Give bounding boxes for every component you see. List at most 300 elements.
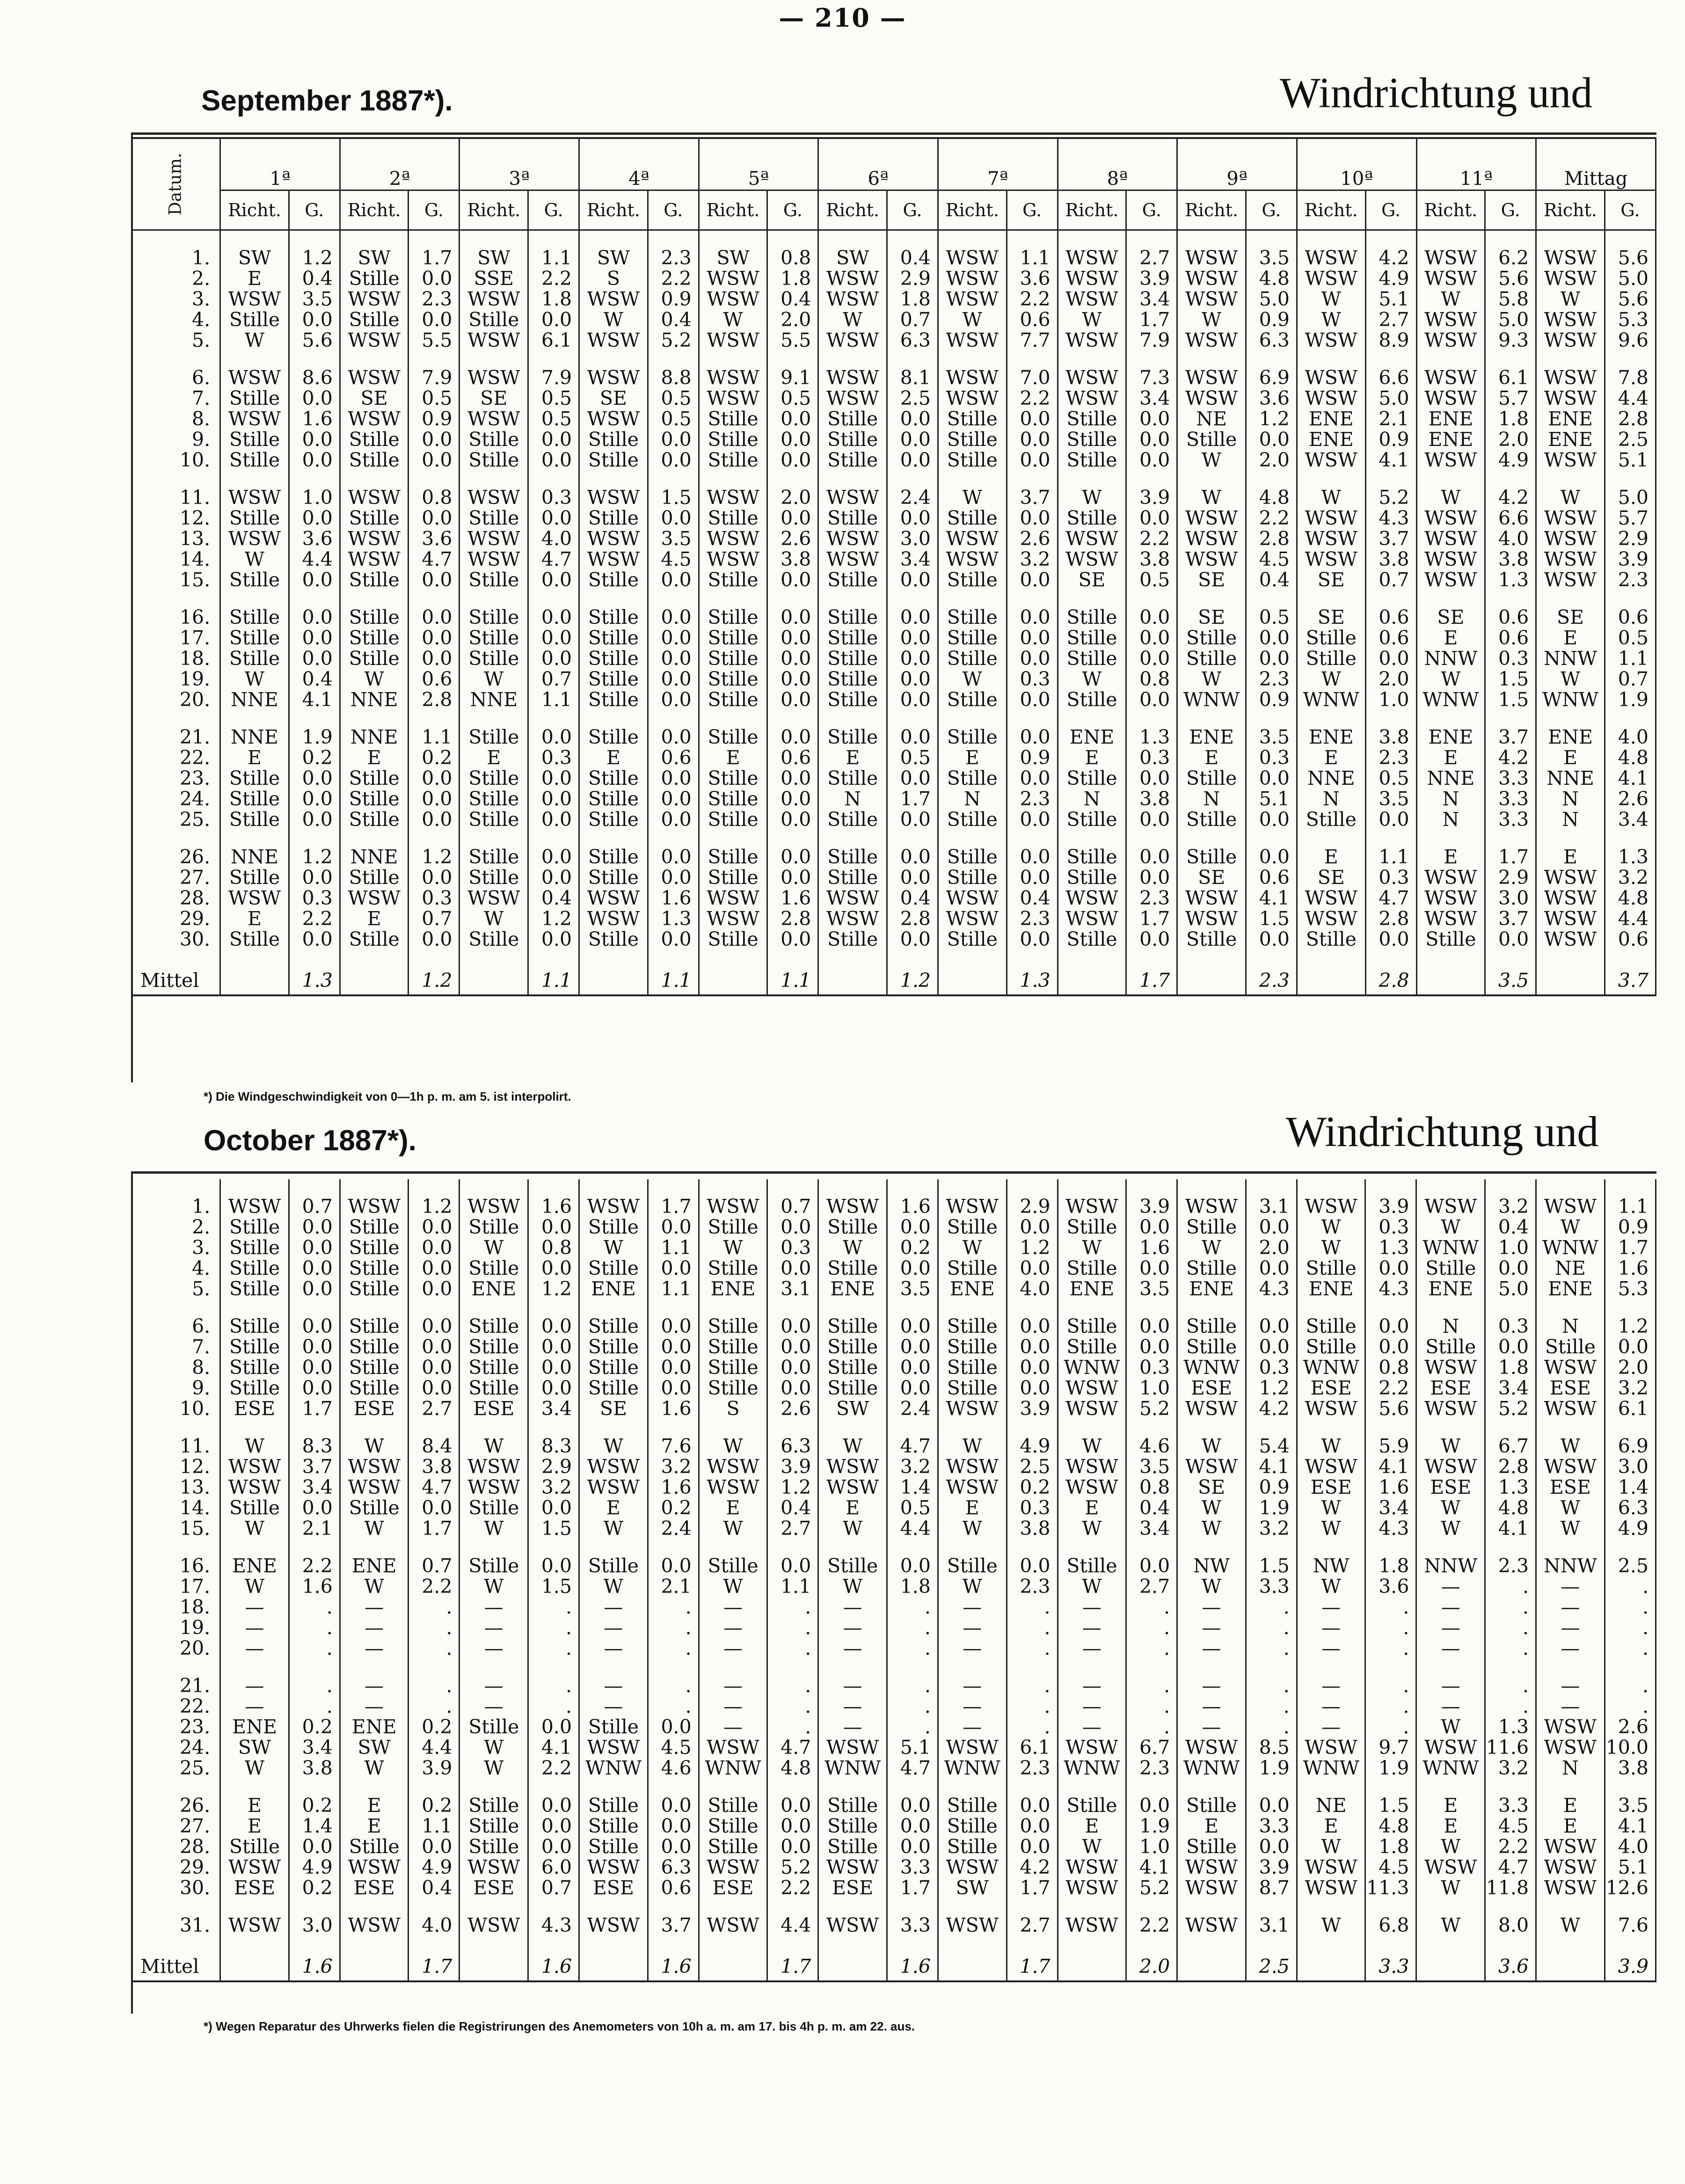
speed-cell: 6.1 <box>1605 1398 1656 1419</box>
speed-cell: 1.1 <box>648 1237 699 1258</box>
speed-cell: 8.0 <box>1485 1915 1536 1936</box>
speed-cell: . <box>1365 1617 1416 1638</box>
direction-cell: Stille <box>938 929 1007 950</box>
speed-cell: 2.6 <box>1605 789 1656 809</box>
table-row <box>131 669 1656 689</box>
direction-cell: SE <box>1536 607 1605 628</box>
speed-cell: 0.0 <box>887 607 938 628</box>
speed-cell: 0.0 <box>408 268 460 289</box>
direction-cell: Stille <box>699 1357 767 1378</box>
direction-cell: Stille <box>220 1237 289 1258</box>
table-row <box>131 727 1656 747</box>
speed-cell: 2.3 <box>1007 908 1058 929</box>
direction-cell: W <box>1416 1518 1485 1539</box>
direction-cell: W <box>938 309 1007 330</box>
direction-cell: Stille <box>340 570 408 590</box>
direction-cell: SE <box>1416 607 1485 628</box>
speed-cell: 1.1 <box>1007 248 1058 268</box>
direction-cell: W <box>1297 1576 1365 1597</box>
speed-cell: 6.1 <box>1485 367 1536 388</box>
direction-cell: Stille <box>818 867 887 888</box>
speed-cell: 0.0 <box>1007 1378 1058 1398</box>
date-cell: 15. <box>131 570 220 590</box>
speed-cell: 0.0 <box>528 1556 579 1576</box>
direction-cell: Stille <box>579 1217 648 1237</box>
speed-cell: 1.0 <box>1365 689 1416 710</box>
direction-cell: Stille <box>699 450 767 470</box>
speed-cell: 3.4 <box>1126 388 1177 409</box>
speed-cell: 0.0 <box>1007 570 1058 590</box>
date-cell: 23. <box>131 1717 220 1737</box>
direction-cell: WSW <box>1058 388 1126 409</box>
direction-cell: WSW <box>1536 528 1605 549</box>
direction-cell: W <box>579 1436 648 1456</box>
direction-cell: ESE <box>1416 1378 1485 1398</box>
mittel-value: 1.6 <box>528 1952 579 1981</box>
direction-cell: W <box>460 908 528 929</box>
direction-cell: Stille <box>818 847 887 867</box>
speed-cell: 1.5 <box>528 1576 579 1597</box>
richt-header: Richt. <box>1297 190 1365 230</box>
speed-cell: 5.2 <box>767 1857 818 1877</box>
direction-cell: N <box>1536 1316 1605 1337</box>
speed-cell: 1.6 <box>648 888 699 908</box>
direction-cell: Stille <box>460 1556 528 1576</box>
mittel-value: 1.6 <box>648 1952 699 1981</box>
hour-header: Mittag <box>1536 138 1656 190</box>
direction-cell: WSW <box>460 330 528 351</box>
direction-cell: N <box>1416 809 1485 830</box>
speed-cell: 4.2 <box>1485 487 1536 508</box>
speed-cell: . <box>1246 1597 1297 1617</box>
speed-cell: 4.4 <box>1605 388 1656 409</box>
direction-cell: Stille <box>220 1497 289 1518</box>
speed-cell: 4.5 <box>648 1737 699 1758</box>
direction-cell: ENE <box>340 1717 408 1737</box>
direction-cell: — <box>1416 1696 1485 1717</box>
speed-cell: 4.7 <box>887 1436 938 1456</box>
speed-cell: 4.1 <box>1365 450 1416 470</box>
direction-cell: Stille <box>579 1316 648 1337</box>
mittel-value: 1.2 <box>887 966 938 995</box>
direction-cell: — <box>1177 1675 1246 1696</box>
direction-cell: ENE <box>818 1278 887 1299</box>
speed-cell: 7.0 <box>1007 367 1058 388</box>
speed-cell: 4.3 <box>1365 508 1416 528</box>
direction-cell: S <box>699 1398 767 1419</box>
speed-cell: 1.7 <box>1007 1877 1058 1898</box>
direction-cell: WSW <box>1058 330 1126 351</box>
direction-cell: WSW <box>818 549 887 570</box>
direction-cell: WSW <box>340 888 408 908</box>
speed-cell: 1.2 <box>1605 1316 1656 1337</box>
direction-cell: WSW <box>1536 1857 1605 1877</box>
speed-cell: 0.0 <box>1126 1795 1177 1816</box>
date-cell: 2. <box>131 268 220 289</box>
direction-cell: — <box>938 1597 1007 1617</box>
direction-cell: WSW <box>1177 1398 1246 1419</box>
speed-cell: 0.3 <box>289 888 340 908</box>
table-row <box>131 1217 1656 1237</box>
mittel-label: Mittel <box>131 1952 220 1981</box>
direction-cell: Stille <box>818 768 887 789</box>
direction-cell: E <box>220 268 289 289</box>
table-row <box>131 1638 1656 1658</box>
direction-cell: WSW <box>1536 1877 1605 1898</box>
direction-cell: Stille <box>579 648 648 669</box>
speed-cell: 0.0 <box>408 1316 460 1337</box>
direction-cell: Stille <box>1058 809 1126 830</box>
speed-cell: 4.7 <box>408 549 460 570</box>
direction-cell: WSW <box>460 409 528 429</box>
speed-cell: 0.0 <box>767 669 818 689</box>
speed-cell: . <box>1485 1617 1536 1638</box>
direction-cell: WSW <box>1536 1196 1605 1217</box>
speed-cell: 0.0 <box>1007 1836 1058 1857</box>
speed-cell: 3.4 <box>887 549 938 570</box>
direction-cell: Stille <box>460 1337 528 1357</box>
speed-cell: 0.0 <box>1007 847 1058 867</box>
direction-cell: ENE <box>1536 1278 1605 1299</box>
direction-cell: Stille <box>579 508 648 528</box>
direction-cell: Stille <box>938 1556 1007 1576</box>
direction-cell: WSW <box>938 367 1007 388</box>
table-row <box>131 1857 1656 1877</box>
direction-cell: Stille <box>818 1217 887 1237</box>
richt-header: Richt. <box>1058 190 1126 230</box>
direction-cell: W <box>1297 1217 1365 1237</box>
direction-cell: Stille <box>818 809 887 830</box>
direction-cell: Stille <box>460 570 528 590</box>
direction-cell: Stille <box>579 570 648 590</box>
direction-cell: Stille <box>579 1357 648 1378</box>
date-cell: 29. <box>131 908 220 929</box>
table-row <box>131 1877 1656 1898</box>
direction-cell: Stille <box>340 867 408 888</box>
speed-cell: 0.0 <box>767 1316 818 1337</box>
speed-cell: 1.2 <box>1007 1237 1058 1258</box>
speed-cell: 0.4 <box>887 888 938 908</box>
direction-cell: Stille <box>1177 809 1246 830</box>
direction-cell: Stille <box>699 1378 767 1398</box>
direction-cell: NNW <box>1416 648 1485 669</box>
direction-cell: Stille <box>460 607 528 628</box>
direction-cell: W <box>340 1436 408 1456</box>
speed-cell: 1.7 <box>887 789 938 809</box>
date-cell: 9. <box>131 1378 220 1398</box>
direction-cell: E <box>699 1497 767 1518</box>
speed-cell: 0.6 <box>1246 867 1297 888</box>
direction-cell: W <box>579 1237 648 1258</box>
direction-cell: WSW <box>340 367 408 388</box>
hour-header: 10ª <box>1297 138 1416 190</box>
speed-cell: 4.0 <box>528 528 579 549</box>
date-cell: 24. <box>131 789 220 809</box>
date-cell: 16. <box>131 1556 220 1576</box>
table-row <box>131 1556 1656 1576</box>
table-row <box>131 1456 1656 1477</box>
speed-cell: 1.1 <box>408 1816 460 1836</box>
direction-cell: WNW <box>1297 689 1365 710</box>
direction-cell: WSW <box>938 1477 1007 1497</box>
direction-cell: Stille <box>220 768 289 789</box>
date-cell: 4. <box>131 309 220 330</box>
speed-cell: 3.7 <box>289 1456 340 1477</box>
direction-cell: E <box>1177 1816 1246 1836</box>
table-row <box>131 1737 1656 1758</box>
speed-cell: 1.6 <box>528 1196 579 1217</box>
speed-cell: 8.3 <box>528 1436 579 1456</box>
speed-cell: 1.8 <box>1485 409 1536 429</box>
direction-cell: — <box>1297 1638 1365 1658</box>
direction-cell: W <box>1536 487 1605 508</box>
speed-cell: 0.0 <box>528 867 579 888</box>
speed-cell: 1.9 <box>289 727 340 747</box>
speed-cell: 1.6 <box>289 1576 340 1597</box>
direction-cell: Stille <box>1416 929 1485 950</box>
speed-cell: 0.0 <box>648 1337 699 1357</box>
direction-cell: ESE <box>1416 1477 1485 1497</box>
speed-cell: 2.6 <box>1605 1717 1656 1737</box>
speed-cell: 6.7 <box>1485 1436 1536 1456</box>
speed-cell: 4.8 <box>1605 888 1656 908</box>
table-row <box>131 929 1656 950</box>
speed-cell: 4.1 <box>1485 1518 1536 1539</box>
speed-cell: 0.0 <box>1246 1316 1297 1337</box>
direction-cell: Stille <box>220 789 289 809</box>
direction-cell: Stille <box>340 607 408 628</box>
direction-cell: NNW <box>1536 648 1605 669</box>
speed-cell: 4.7 <box>528 549 579 570</box>
speed-cell: 1.0 <box>1485 1237 1536 1258</box>
speed-cell: 0.0 <box>408 1497 460 1518</box>
direction-cell: Stille <box>579 1795 648 1816</box>
direction-cell: — <box>220 1696 289 1717</box>
september-left-border <box>131 132 133 1082</box>
speed-cell: . <box>1485 1638 1536 1658</box>
speed-cell: 4.7 <box>1365 888 1416 908</box>
direction-cell: — <box>818 1638 887 1658</box>
mittel-value: 1.7 <box>767 1952 818 1981</box>
direction-cell: Stille <box>579 929 648 950</box>
direction-cell: — <box>938 1617 1007 1638</box>
direction-cell: Stille <box>220 1378 289 1398</box>
table-row <box>131 330 1656 351</box>
speed-cell: 2.2 <box>289 908 340 929</box>
direction-cell: WSW <box>1177 508 1246 528</box>
direction-cell: Stille <box>340 628 408 648</box>
direction-cell: E <box>1536 747 1605 768</box>
speed-cell: 1.5 <box>1246 908 1297 929</box>
direction-cell: ESE <box>340 1398 408 1419</box>
table-row <box>131 1696 1656 1717</box>
speed-cell: 5.0 <box>1605 268 1656 289</box>
speed-cell: 2.4 <box>887 487 938 508</box>
direction-cell: ENE <box>1536 429 1605 450</box>
speed-cell: 0.0 <box>648 1316 699 1337</box>
direction-cell: WSW <box>699 487 767 508</box>
direction-cell: W <box>1536 1518 1605 1539</box>
speed-cell: 3.2 <box>887 1456 938 1477</box>
table-row <box>131 1258 1656 1278</box>
speed-cell: 5.2 <box>1126 1877 1177 1898</box>
mittel-value: 1.7 <box>1126 966 1177 995</box>
direction-cell: SW <box>340 248 408 268</box>
speed-cell: 0.4 <box>1126 1497 1177 1518</box>
group-gap <box>131 470 1656 487</box>
direction-cell: — <box>1058 1696 1126 1717</box>
speed-cell: 7.9 <box>528 367 579 388</box>
direction-cell: WNW <box>1058 1357 1126 1378</box>
table-row <box>131 487 1656 508</box>
direction-cell: WNW <box>1536 689 1605 710</box>
direction-cell: NNE <box>1297 768 1365 789</box>
speed-cell: 1.5 <box>648 487 699 508</box>
speed-cell: 6.2 <box>1485 248 1536 268</box>
speed-cell: 4.1 <box>528 1737 579 1758</box>
speed-cell: 1.6 <box>1126 1237 1177 1258</box>
direction-cell: NNE <box>340 727 408 747</box>
direction-cell: Stille <box>818 450 887 470</box>
direction-cell: Stille <box>220 1278 289 1299</box>
direction-cell: WSW <box>220 289 289 309</box>
direction-cell: Stille <box>699 570 767 590</box>
date-cell: 21. <box>131 727 220 747</box>
direction-cell: WNW <box>579 1758 648 1778</box>
speed-cell: 0.0 <box>767 429 818 450</box>
speed-cell: 0.0 <box>1246 648 1297 669</box>
table-row <box>131 847 1656 867</box>
speed-cell: . <box>1365 1597 1416 1617</box>
direction-cell: Stille <box>579 1816 648 1836</box>
speed-cell: 0.0 <box>887 1258 938 1278</box>
date-cell: 28. <box>131 1836 220 1857</box>
speed-cell: 0.0 <box>1007 409 1058 429</box>
direction-cell: Stille <box>460 867 528 888</box>
direction-cell: — <box>1297 1597 1365 1617</box>
speed-cell: 0.0 <box>648 669 699 689</box>
direction-cell: W <box>1177 309 1246 330</box>
speed-cell: 0.3 <box>1007 669 1058 689</box>
speed-cell: 2.3 <box>1246 669 1297 689</box>
direction-cell: Stille <box>340 1378 408 1398</box>
speed-cell: 0.0 <box>887 1556 938 1576</box>
direction-cell: Stille <box>1177 648 1246 669</box>
speed-cell: 3.6 <box>408 528 460 549</box>
direction-cell: Stille <box>938 1816 1007 1836</box>
speed-cell: 2.7 <box>408 1398 460 1419</box>
speed-cell: 3.0 <box>887 528 938 549</box>
speed-cell: 0.0 <box>289 628 340 648</box>
direction-cell: Stille <box>220 628 289 648</box>
speed-cell: 1.3 <box>648 908 699 929</box>
direction-cell: Stille <box>460 1316 528 1337</box>
direction-cell: WSW <box>938 388 1007 409</box>
table-row <box>131 1795 1656 1816</box>
direction-cell: E <box>938 747 1007 768</box>
speed-cell: 2.4 <box>648 1518 699 1539</box>
speed-cell: 0.0 <box>528 789 579 809</box>
direction-cell: ENE <box>460 1278 528 1299</box>
date-cell: 7. <box>131 388 220 409</box>
direction-cell: ENE <box>1416 727 1485 747</box>
speed-cell: 0.4 <box>408 1877 460 1898</box>
direction-cell: ENE <box>1058 727 1126 747</box>
direction-cell: Stille <box>1058 689 1126 710</box>
speed-cell: 0.0 <box>1246 429 1297 450</box>
direction-cell: ESE <box>818 1877 887 1898</box>
direction-cell: Stille <box>460 1217 528 1237</box>
speed-cell: 0.0 <box>289 570 340 590</box>
speed-cell: 0.3 <box>1365 1217 1416 1237</box>
september-footnote: *) Die Windgeschwindigkeit von 0—1h p. m. am 5. ist interpolirt. <box>204 1089 571 1103</box>
speed-cell: 5.1 <box>887 1737 938 1758</box>
speed-cell: 3.8 <box>289 1758 340 1778</box>
direction-cell: WSW <box>579 330 648 351</box>
direction-cell: WSW <box>818 1915 887 1936</box>
speed-cell: 0.0 <box>1007 1337 1058 1357</box>
speed-cell: 2.0 <box>1246 1237 1297 1258</box>
speed-cell: 3.9 <box>767 1456 818 1477</box>
direction-cell: W <box>1058 1576 1126 1597</box>
direction-cell: Stille <box>699 1556 767 1576</box>
richt-header: Richt. <box>460 190 528 230</box>
direction-cell: Stille <box>220 867 289 888</box>
direction-cell: W <box>340 1758 408 1778</box>
speed-cell: 0.0 <box>1126 1337 1177 1357</box>
speed-cell: 2.7 <box>1126 248 1177 268</box>
date-cell: 25. <box>131 809 220 830</box>
group-gap <box>131 710 1656 727</box>
date-cell: 10. <box>131 450 220 470</box>
direction-cell: Stille <box>818 607 887 628</box>
speed-cell: 0.3 <box>408 888 460 908</box>
speed-cell: 3.3 <box>887 1857 938 1877</box>
speed-cell: 0.0 <box>1007 628 1058 648</box>
direction-cell: Stille <box>220 1337 289 1357</box>
speed-cell: 1.7 <box>408 1518 460 1539</box>
direction-cell: W <box>1177 450 1246 470</box>
direction-cell: NW <box>1297 1556 1365 1576</box>
group-gap <box>131 230 1656 248</box>
speed-cell: 0.5 <box>1605 628 1656 648</box>
speed-cell: 0.0 <box>767 768 818 789</box>
direction-cell: WSW <box>1536 268 1605 289</box>
direction-cell: Stille <box>579 1717 648 1737</box>
speed-cell: 0.3 <box>1485 1316 1536 1337</box>
group-gap <box>131 1419 1656 1436</box>
direction-cell: WSW <box>340 549 408 570</box>
direction-cell: Stille <box>1058 508 1126 528</box>
direction-cell: NNE <box>220 727 289 747</box>
speed-cell: 0.0 <box>648 628 699 648</box>
speed-cell: 0.0 <box>648 450 699 470</box>
speed-cell: 1.8 <box>767 268 818 289</box>
direction-cell: Stille <box>460 727 528 747</box>
speed-cell: 2.2 <box>408 1576 460 1597</box>
direction-cell: WSW <box>1416 908 1485 929</box>
table-row <box>131 768 1656 789</box>
direction-cell: N <box>1177 789 1246 809</box>
direction-cell: E <box>1177 747 1246 768</box>
direction-cell: SSE <box>460 268 528 289</box>
speed-cell: 0.0 <box>648 1217 699 1237</box>
speed-cell: 5.1 <box>1365 289 1416 309</box>
direction-cell: WSW <box>1416 1737 1485 1758</box>
direction-cell: Stille <box>699 429 767 450</box>
direction-cell: WSW <box>1416 268 1485 289</box>
speed-cell: 0.0 <box>1126 648 1177 669</box>
